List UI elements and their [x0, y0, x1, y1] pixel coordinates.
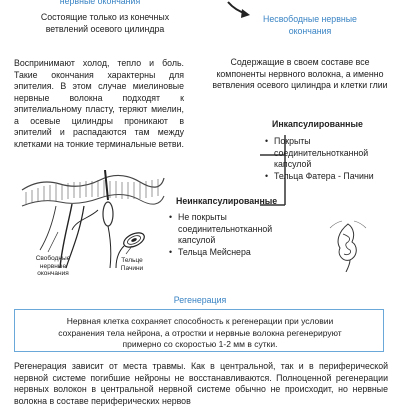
- free-endings-heading: Состоящие только из конечных ветвлений осевого цилиндра: [40, 12, 170, 34]
- nonencapsulated-title: Неинкапсулированные: [176, 196, 278, 206]
- regeneration-title: Регенерация: [173, 295, 227, 305]
- free-endings-body: Воспринимают холод, тепло и боль. Такие окончания характерны для эпителия. В этом случае миелиновые нервные волокна подходят к эпителиальному пласту, теряют миелин, а осевые цилиндры проникают в эпителий и распадаются там между клетками на тонкие терминальные ветви.: [14, 58, 184, 149]
- regeneration-body: Регенерация зависит от места травмы. Как в центральной, так и в периферической нервной системе погибшие нейроны не восстанавливаются. Полноценной регенерации нервных волокон в центральной нервной системе обычно не происходит, но нервные волокна в составе периферических нервов: [14, 361, 388, 406]
- encapsulated-item: • Тельца Фатера - Пачини: [274, 171, 400, 183]
- nonencapsulated-item: • Тельца Мейснера: [178, 247, 286, 259]
- regeneration-box-text: Нервная клетка сохраняет способность к регенерации при условии сохранения тела нейрона, а отростки и нервные волокна регенерируют примерно со скоростью 1-2 мм в сутки.: [58, 316, 342, 349]
- figure-label-free: Свободные нервные окончания: [35, 255, 71, 277]
- nonfree-endings-title: Несвободные нервные окончания: [263, 14, 357, 36]
- arrowhead-top-icon: [241, 9, 250, 18]
- encapsulated-list: [262, 136, 400, 182]
- free-endings-title-partial: нервные окончания: [59, 0, 141, 6]
- nonencapsulated-list: [166, 212, 286, 258]
- encapsulated-title: Инкапсулированные: [272, 119, 363, 129]
- meissner-figure: [328, 220, 368, 272]
- nonencapsulated-item: • Не покрыты соединительнотканной капсулой: [178, 212, 286, 247]
- figure-label-pacini: Тельце Пачини: [120, 257, 144, 272]
- nonfree-endings-heading: Содержащие в своем составе все компоненты нервного волокна, а именно ветвления осевого цилиндра и клетки глии: [212, 57, 388, 90]
- encapsulated-item: • Покрыты соединительнотканной капсулой: [274, 136, 400, 171]
